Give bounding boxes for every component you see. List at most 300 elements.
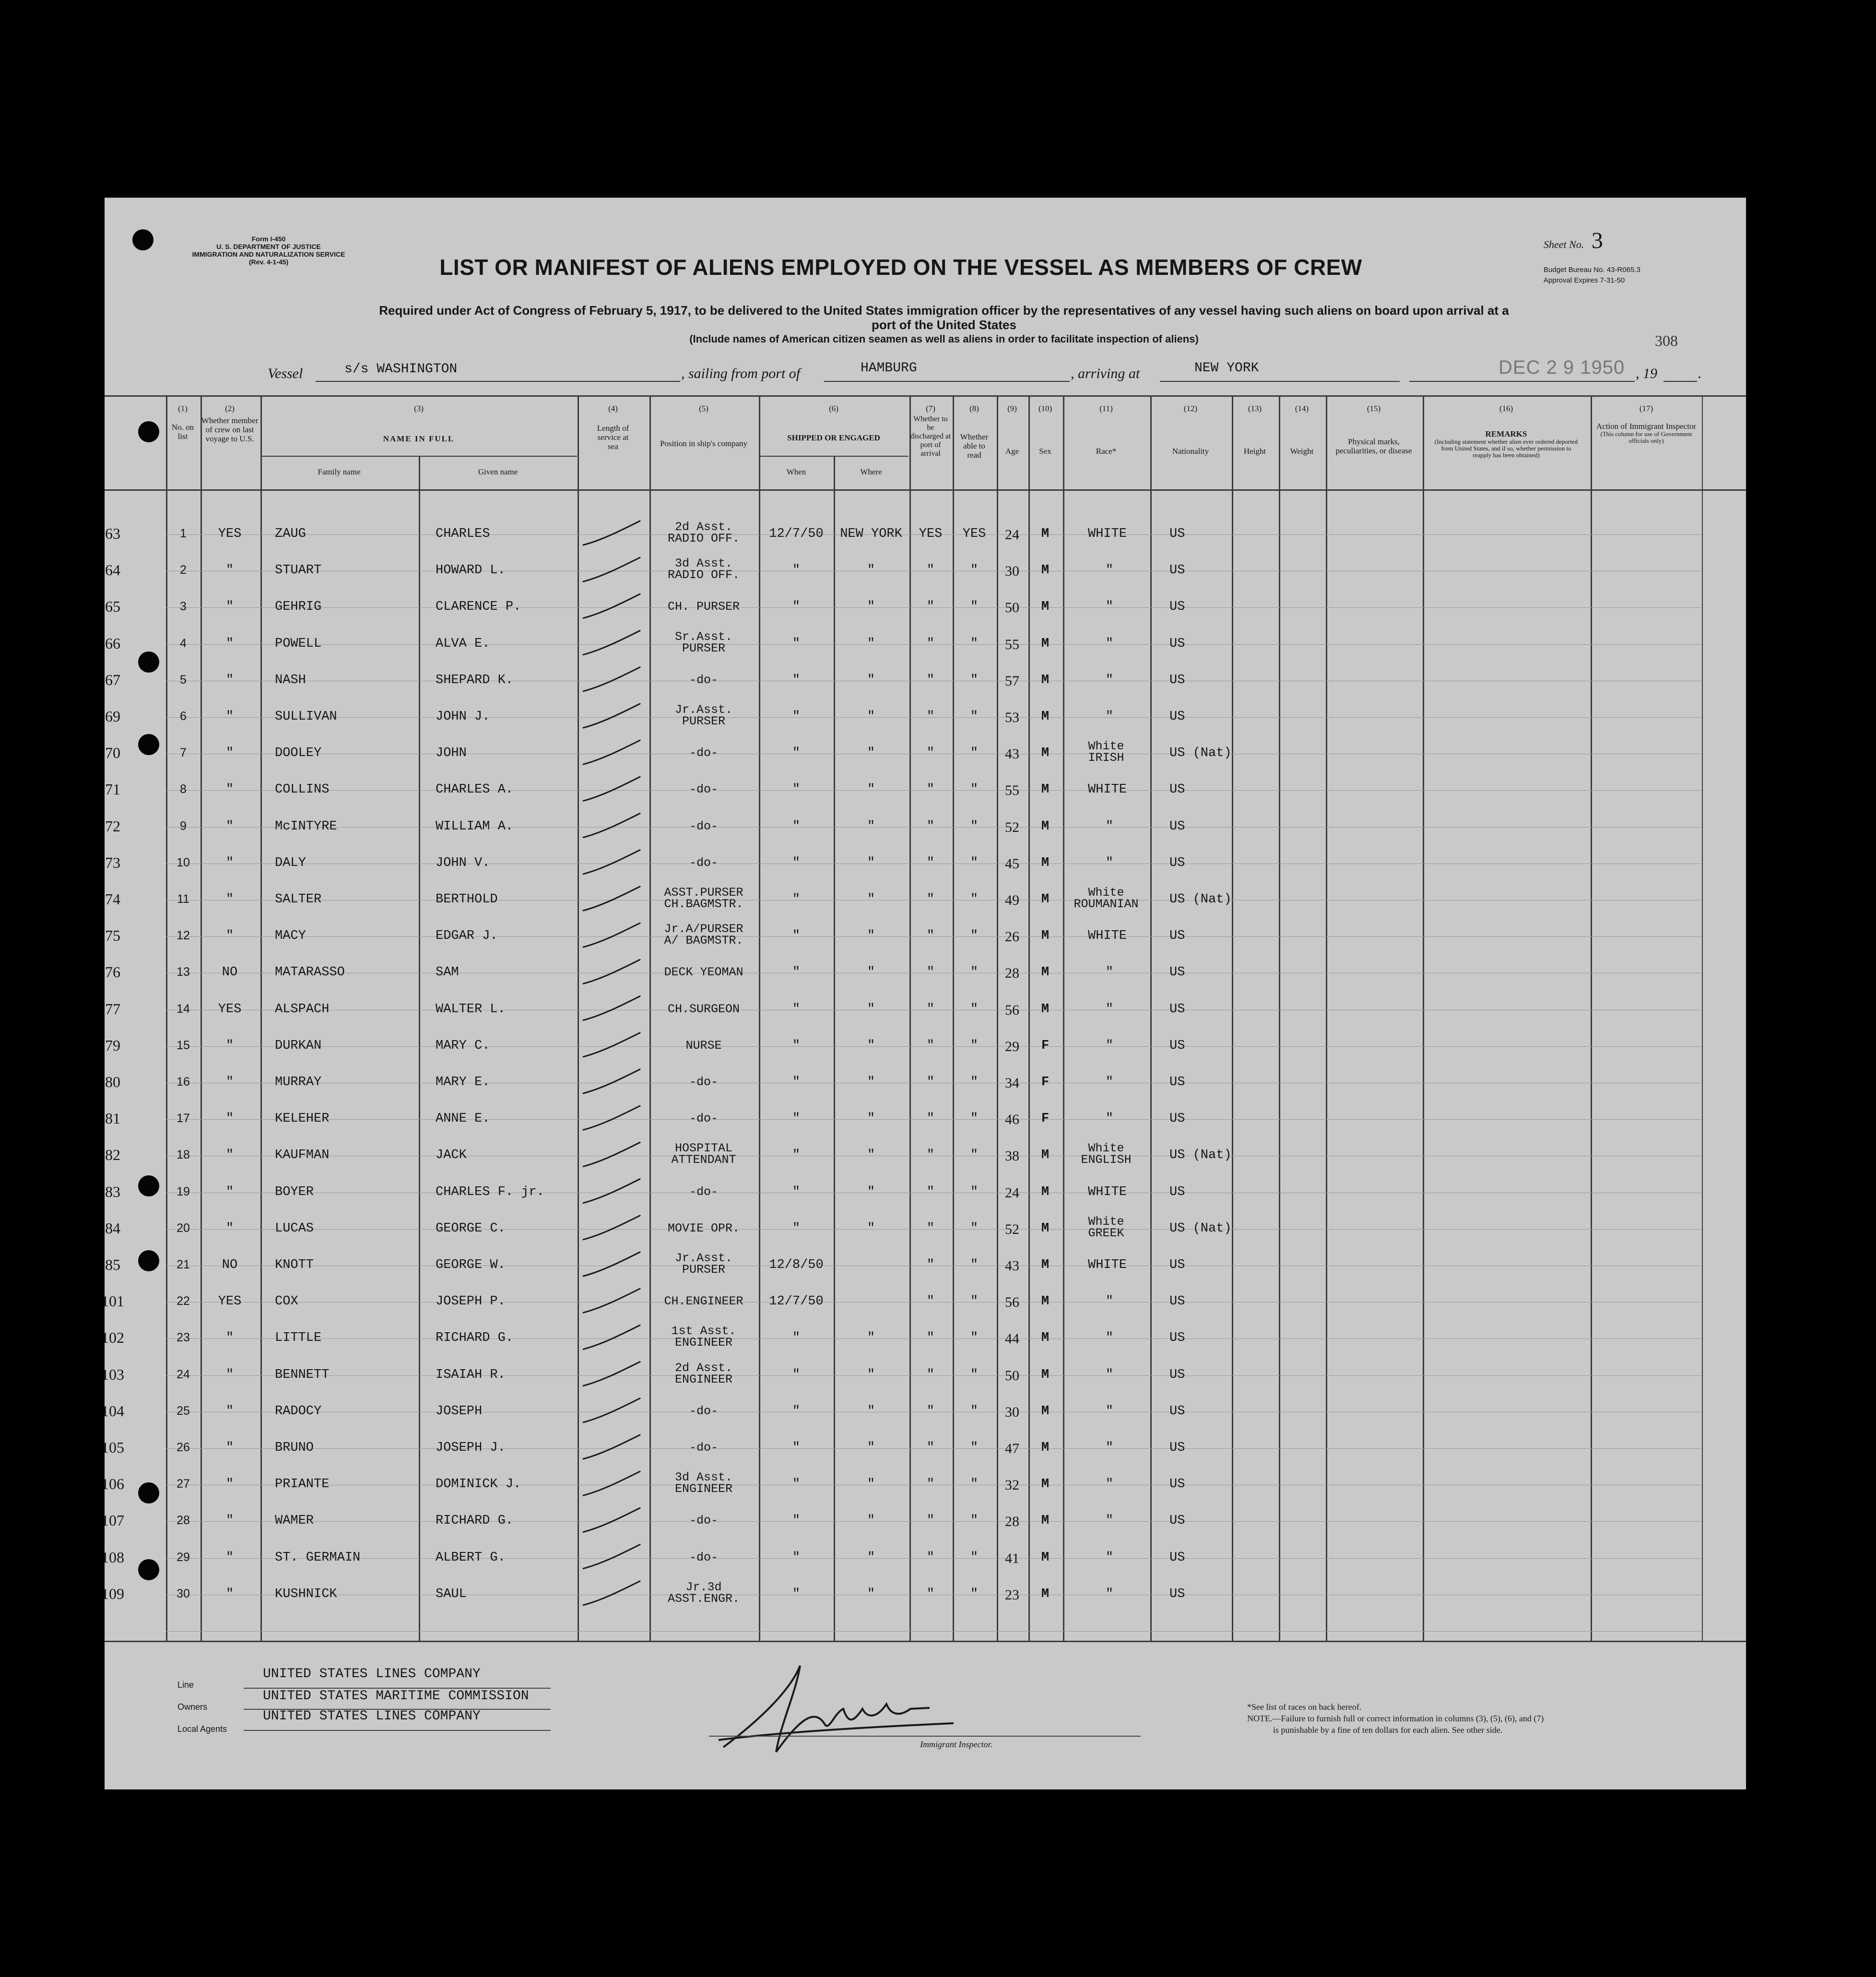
- row-no: 5: [180, 673, 187, 687]
- service: IMMIGRATION AND NATURALIZATION SERVICE: [192, 250, 345, 258]
- row-prev-voyage: ": [225, 1148, 234, 1163]
- row-position: -do-: [689, 1075, 718, 1089]
- row-nationality: US: [1169, 527, 1185, 541]
- row-discharged: ": [926, 1441, 935, 1455]
- subtitle-line2: port of the United States: [872, 318, 1016, 332]
- row-race: ": [1105, 965, 1114, 980]
- row-prev-voyage: ": [225, 746, 234, 761]
- row-shipped-where: ": [867, 929, 875, 944]
- row-ref-number: 76: [105, 963, 120, 981]
- row-shipped-where: ": [867, 1184, 875, 1199]
- hdr-c7: [909, 404, 952, 458]
- row-prev-voyage: YES: [218, 527, 242, 541]
- punch-hole: [138, 421, 159, 442]
- row-position-line2: ENGINEER: [674, 1336, 733, 1350]
- row-sex: M: [1041, 892, 1050, 907]
- row-family-name: KAUFMAN: [275, 1148, 330, 1163]
- row-family-name: MACY: [275, 929, 306, 944]
- row-no: 27: [177, 1477, 190, 1491]
- row-position-line2: PURSER: [682, 641, 725, 655]
- hdr-c6-num: (6): [829, 404, 838, 413]
- row-discharged: ": [926, 965, 935, 980]
- row-ref-number: 77: [105, 1000, 120, 1018]
- row-race: White: [1088, 739, 1124, 754]
- row-nationality: US: [1169, 710, 1185, 724]
- hdr-c3-num: (3): [414, 404, 424, 413]
- hdr-c8-label: Whether able to read: [960, 432, 989, 460]
- row-position-line2: PURSER: [682, 1263, 725, 1277]
- row-sex: M: [1041, 1221, 1050, 1236]
- row-age: 55: [1005, 636, 1019, 652]
- row-shipped-when: ": [792, 855, 801, 870]
- row-position: CH. PURSER: [667, 600, 740, 614]
- row-age: 55: [1005, 782, 1019, 799]
- row-prev-voyage: ": [225, 892, 234, 907]
- row-race: WHITE: [1088, 527, 1127, 541]
- row-family-name: NASH: [275, 673, 306, 687]
- row-able-to-read: ": [970, 1586, 979, 1601]
- sheet-number-block: [1544, 227, 1726, 254]
- row-prev-voyage: ": [225, 1550, 234, 1565]
- row-shipped-when: ": [792, 1404, 801, 1419]
- row-no: 30: [177, 1586, 190, 1600]
- row-shipped-when: 12/7/50: [769, 1294, 824, 1309]
- row-ref-number: 65: [105, 598, 120, 616]
- row-given-name: WILLIAM A.: [436, 819, 514, 834]
- row-family-name: ST. GERMAIN: [275, 1550, 361, 1565]
- row-shipped-when: ": [792, 673, 801, 687]
- hdr-c6-label: SHIPPED OR ENGAGED: [787, 433, 880, 442]
- row-no: 26: [177, 1441, 190, 1454]
- row-able-to-read: ": [970, 1112, 979, 1126]
- row-age: 30: [1005, 1404, 1019, 1420]
- table-row: [105, 955, 1746, 991]
- row-able-to-read: ": [970, 819, 979, 834]
- table-row: [105, 845, 1746, 882]
- row-ref-number: 75: [105, 927, 120, 945]
- row-sex: M: [1041, 1331, 1050, 1346]
- table-row: [105, 516, 1746, 553]
- row-position: -do-: [689, 819, 718, 833]
- row-discharged: ": [926, 1038, 935, 1053]
- row-shipped-when: ": [792, 1002, 801, 1017]
- row-nationality: US (Nat): [1169, 892, 1232, 907]
- row-ref-number: 102: [101, 1329, 124, 1347]
- row-race: WHITE: [1088, 1184, 1127, 1199]
- hdr-c9-label: Age: [1005, 447, 1019, 456]
- row-position: Sr.Asst.: [674, 629, 733, 644]
- row-sex: M: [1041, 600, 1050, 615]
- hdr-c12-num: (12): [1183, 404, 1198, 413]
- row-ref-number: 72: [105, 817, 120, 835]
- row-able-to-read: YES: [962, 527, 986, 541]
- hdr-c9: [997, 404, 1027, 456]
- check-mark: [583, 1142, 640, 1166]
- row-shipped-when: 12/8/50: [769, 1258, 824, 1272]
- row-position-line2: RADIO OFF.: [667, 568, 740, 582]
- hdr-c9-num: (9): [1007, 404, 1017, 413]
- row-age: 29: [1005, 1038, 1019, 1054]
- row-nationality: US: [1169, 636, 1185, 651]
- row-discharged: ": [926, 1550, 935, 1565]
- row-age: 43: [1005, 746, 1019, 762]
- row-given-name: RICHARD G.: [436, 1514, 514, 1528]
- agents-label: Local Agents: [177, 1724, 227, 1734]
- punch-hole: [138, 1482, 159, 1503]
- hdr-c13-label: Height: [1243, 447, 1266, 456]
- row-ref-number: 74: [105, 890, 120, 908]
- row-shipped-where: ": [867, 1477, 875, 1492]
- row-shipped-where: NEW YORK: [840, 527, 902, 541]
- row-discharged: ": [926, 1221, 935, 1236]
- row-given-name: CHARLES A.: [436, 782, 514, 797]
- row-nationality: US: [1169, 1331, 1185, 1346]
- row-age: 46: [1005, 1112, 1019, 1128]
- row-position: -do-: [689, 1404, 718, 1418]
- table-row: [105, 699, 1746, 735]
- year-end: .: [1698, 366, 1702, 381]
- row-prev-voyage: ": [225, 1331, 234, 1346]
- row-prev-voyage: ": [225, 1221, 234, 1236]
- row-family-name: SULLIVAN: [275, 710, 337, 724]
- row-position: Jr.A/PURSER: [664, 922, 743, 936]
- row-discharged: ": [926, 855, 935, 870]
- row-nationality: US: [1169, 1184, 1185, 1199]
- hdr-c6: [759, 404, 909, 442]
- row-prev-voyage: ": [225, 855, 234, 870]
- row-given-name: DOMINICK J.: [436, 1477, 521, 1492]
- check-mark: [583, 1216, 640, 1240]
- row-discharged: YES: [919, 527, 943, 541]
- row-age: 41: [1005, 1550, 1019, 1566]
- row-shipped-when: ": [792, 782, 801, 797]
- row-nationality: US: [1169, 1404, 1185, 1419]
- row-discharged: ": [926, 710, 935, 724]
- row-shipped-when: ": [792, 819, 801, 834]
- row-shipped-where: ": [867, 710, 875, 724]
- row-shipped-when: ": [792, 1441, 801, 1455]
- check-mark: [583, 1545, 640, 1569]
- row-position-line2: ATTENDANT: [671, 1153, 736, 1167]
- row-shipped-where: ": [867, 1221, 875, 1236]
- row-given-name: SHEPARD K.: [436, 673, 514, 687]
- hdr-c12-label: Nationality: [1172, 447, 1209, 456]
- check-mark: [583, 1289, 640, 1313]
- row-position: ASST.PURSER: [664, 886, 743, 900]
- table-row: [101, 1540, 1746, 1576]
- row-able-to-read: ": [970, 1148, 979, 1163]
- row-prev-voyage: ": [225, 819, 234, 834]
- row-prev-voyage: NO: [222, 1258, 238, 1272]
- row-given-name: MARY C.: [436, 1038, 490, 1053]
- row-race: ": [1105, 819, 1114, 834]
- row-position-line2: PURSER: [682, 714, 725, 728]
- check-mark: [583, 1435, 640, 1459]
- row-prev-voyage: ": [225, 1586, 234, 1601]
- table-row: [105, 626, 1746, 663]
- row-age: 24: [1005, 1184, 1019, 1201]
- stamp-number: 308: [1655, 332, 1678, 349]
- row-discharged: ": [926, 1294, 935, 1309]
- table-row: [105, 1028, 1746, 1065]
- row-shipped-when: ": [792, 1148, 801, 1163]
- row-given-name: JOHN V.: [436, 855, 490, 870]
- row-age: 43: [1005, 1258, 1019, 1274]
- hdr-c15: [1326, 404, 1422, 455]
- row-discharged: ": [926, 1331, 935, 1346]
- row-race-line2: ROUMANIAN: [1074, 897, 1139, 911]
- row-position: 2d Asst.: [674, 520, 733, 534]
- row-able-to-read: ": [970, 1331, 979, 1346]
- table-row: [105, 1065, 1746, 1101]
- hdr-c6-when: When: [786, 467, 806, 476]
- row-position: 3d Asst.: [674, 1470, 733, 1485]
- row-able-to-read: ": [970, 563, 979, 578]
- row-given-name: CHARLES F. jr.: [436, 1184, 544, 1199]
- row-ref-number: 80: [105, 1073, 120, 1090]
- row-age: 34: [1005, 1075, 1019, 1091]
- hdr-c10-num: (10): [1038, 404, 1052, 413]
- row-able-to-read: ": [970, 1550, 979, 1565]
- row-sex: M: [1041, 1002, 1050, 1017]
- row-shipped-where: ": [867, 855, 875, 870]
- row-prev-voyage: ": [225, 1075, 234, 1089]
- row-family-name: BRUNO: [275, 1441, 314, 1455]
- row-nationality: US: [1169, 1075, 1185, 1089]
- row-ref-number: 106: [101, 1475, 124, 1493]
- row-sex: M: [1041, 1586, 1050, 1601]
- row-shipped-when: ": [792, 600, 801, 615]
- row-family-name: KELEHER: [275, 1112, 330, 1126]
- check-mark: [583, 1179, 640, 1203]
- row-discharged: ": [926, 1258, 935, 1272]
- row-prev-voyage: ": [225, 710, 234, 724]
- row-nationality: US: [1169, 819, 1185, 834]
- row-nationality: US: [1169, 673, 1185, 687]
- row-sex: M: [1041, 1148, 1050, 1163]
- row-race: WHITE: [1088, 929, 1127, 944]
- row-given-name: HOWARD L.: [436, 563, 506, 578]
- row-shipped-when: ": [792, 1477, 801, 1492]
- row-nationality: US: [1169, 600, 1185, 615]
- row-position: 1st Asst.: [671, 1324, 736, 1338]
- row-shipped-when: ": [792, 965, 801, 980]
- inspector-underline: [709, 1736, 1141, 1737]
- row-nationality: US: [1169, 1550, 1185, 1565]
- row-no: 11: [177, 892, 189, 906]
- row-no: 29: [177, 1550, 190, 1564]
- row-race: ": [1105, 563, 1114, 578]
- row-no: 14: [177, 1002, 190, 1016]
- check-mark: [583, 1362, 640, 1386]
- row-able-to-read: ": [970, 636, 979, 651]
- row-discharged: ": [926, 1148, 935, 1163]
- row-ref-number: 105: [101, 1439, 124, 1456]
- check-mark: [583, 959, 640, 983]
- row-able-to-read: ": [970, 892, 979, 907]
- department: U. S. DEPARTMENT OF JUSTICE: [216, 243, 321, 250]
- row-no: 16: [177, 1075, 190, 1089]
- row-age: 44: [1005, 1331, 1019, 1347]
- check-mark: [583, 1033, 640, 1057]
- table-row: [105, 918, 1746, 955]
- row-family-name: LITTLE: [275, 1331, 322, 1346]
- row-no: 19: [177, 1184, 190, 1198]
- row-race: ": [1105, 1404, 1114, 1419]
- row-position: Jr.Asst.: [674, 703, 733, 717]
- row-no: 9: [180, 819, 187, 833]
- check-mark: [583, 1581, 640, 1605]
- row-position: 2d Asst.: [674, 1361, 733, 1375]
- row-discharged: ": [926, 1404, 935, 1419]
- row-able-to-read: ": [970, 1367, 979, 1382]
- budget-bureau: Budget Bureau No. 43-R065.3: [1544, 266, 1640, 274]
- row-discharged: ": [926, 1002, 935, 1017]
- row-given-name: ANNE E.: [436, 1112, 490, 1126]
- check-mark: [583, 521, 640, 545]
- row-sex: M: [1041, 855, 1050, 870]
- row-discharged: ": [926, 1477, 935, 1492]
- row-race: ": [1105, 855, 1114, 870]
- row-able-to-read: ": [970, 673, 979, 687]
- row-age: 50: [1005, 600, 1019, 616]
- row-sex: M: [1041, 1294, 1050, 1309]
- row-prev-voyage: YES: [218, 1294, 242, 1309]
- row-age: 52: [1005, 1221, 1019, 1237]
- check-mark: [583, 814, 640, 838]
- row-nationality: US: [1169, 1586, 1185, 1601]
- row-shipped-where: ": [867, 1075, 875, 1089]
- row-sex: M: [1041, 1184, 1050, 1199]
- row-sex: M: [1041, 527, 1050, 541]
- row-no: 23: [177, 1331, 190, 1345]
- row-able-to-read: ": [970, 1002, 979, 1017]
- row-position-line2: ENGINEER: [674, 1482, 733, 1496]
- row-discharged: ": [926, 563, 935, 578]
- row-shipped-where: ": [867, 1038, 875, 1053]
- row-shipped-where: ": [867, 746, 875, 761]
- row-race: WHITE: [1088, 1258, 1127, 1272]
- row-position: HOSPITAL: [674, 1141, 733, 1156]
- row-no: 6: [180, 710, 187, 723]
- row-given-name: GEORGE C.: [436, 1221, 506, 1236]
- row-family-name: KUSHNICK: [275, 1586, 337, 1601]
- row-nationality: US: [1169, 1294, 1185, 1309]
- row-position: NURSE: [685, 1038, 722, 1053]
- row-shipped-where: ": [867, 673, 875, 687]
- table-row: [105, 992, 1746, 1028]
- row-shipped-where: ": [867, 782, 875, 797]
- row-given-name: BERTHOLD: [436, 892, 498, 907]
- row-age: 32: [1005, 1477, 1019, 1493]
- note-line1: NOTE.—Failure to furnish full or correct information in columns (3), (5), (6), and (7): [1247, 1714, 1544, 1723]
- row-age: 23: [1005, 1586, 1019, 1603]
- hdr-c14-num: (14): [1295, 404, 1309, 413]
- row-shipped-when: ": [792, 563, 801, 578]
- row-able-to-read: ": [970, 1294, 979, 1309]
- row-family-name: MATARASSO: [275, 965, 345, 980]
- row-ref-number: 67: [105, 671, 120, 688]
- row-given-name: MARY E.: [436, 1075, 490, 1089]
- sheet-label: Sheet No.: [1544, 238, 1584, 250]
- row-age: 38: [1005, 1148, 1019, 1164]
- row-ref-number: 103: [101, 1365, 124, 1383]
- row-family-name: MURRAY: [275, 1075, 322, 1089]
- hdr-c13: [1232, 404, 1278, 456]
- row-given-name: WALTER L.: [436, 1002, 506, 1017]
- date-underline: [1409, 381, 1635, 382]
- vessel-line: [268, 357, 1702, 385]
- hdr-c5-label: Position in ship's company: [660, 439, 748, 448]
- row-race: White: [1088, 886, 1124, 900]
- hdr-c17-num: (17): [1639, 404, 1653, 413]
- table-row: [101, 1576, 1746, 1613]
- row-race: ": [1105, 1477, 1114, 1492]
- row-given-name: ISAIAH R.: [436, 1367, 506, 1382]
- row-discharged: ": [926, 1586, 935, 1601]
- row-sex: M: [1041, 1514, 1050, 1528]
- row-sex: M: [1041, 1404, 1050, 1419]
- row-shipped-when: ": [792, 636, 801, 651]
- row-age: 30: [1005, 563, 1019, 580]
- row-position-line2: ENGINEER: [674, 1372, 733, 1386]
- hdr-c14: [1279, 404, 1325, 456]
- row-able-to-read: ": [970, 1404, 979, 1419]
- hdr-c17: [1591, 404, 1702, 444]
- row-able-to-read: ": [970, 1221, 979, 1236]
- row-race-line2: IRISH: [1088, 751, 1124, 765]
- row-prev-voyage: ": [225, 1477, 234, 1492]
- row-position: Jr.3d: [685, 1580, 722, 1594]
- row-family-name: RADOCY: [275, 1404, 322, 1419]
- table-row: [101, 1394, 1746, 1430]
- row-given-name: JOHN: [436, 746, 467, 761]
- row-age: 28: [1005, 965, 1019, 982]
- row-family-name: ZAUG: [275, 527, 306, 541]
- row-race: White: [1088, 1214, 1124, 1229]
- row-discharged: ": [926, 636, 935, 651]
- row-nationality: US: [1169, 1367, 1185, 1382]
- row-able-to-read: ": [970, 929, 979, 944]
- row-prev-voyage: ": [225, 1514, 234, 1528]
- row-nationality: US: [1169, 1477, 1185, 1492]
- row-shipped-where: ": [867, 1367, 875, 1382]
- row-sex: M: [1041, 746, 1050, 761]
- row-no: 12: [177, 929, 190, 943]
- race-note: *See list of races on back hereof.: [1247, 1702, 1362, 1712]
- table-row: [105, 1137, 1746, 1174]
- row-nationality: US: [1169, 1002, 1185, 1017]
- form-id: Form I-450: [251, 235, 286, 243]
- subtitle-line1: Required under Act of Congress of February 5, 1917, to be delivered to the United States immigration officer by the representatives of any vessel having such aliens on board upon arrival at a: [379, 303, 1509, 318]
- row-no: 18: [177, 1148, 190, 1162]
- row-given-name: GEORGE W.: [436, 1258, 506, 1272]
- row-shipped-when: ": [792, 1184, 801, 1199]
- row-family-name: GEHRIG: [275, 600, 322, 615]
- row-race: ": [1105, 1586, 1114, 1601]
- row-nationality: US (Nat): [1169, 746, 1232, 761]
- row-race: ": [1105, 1367, 1114, 1382]
- row-race: ": [1105, 1075, 1114, 1089]
- row-sex: M: [1041, 1441, 1050, 1455]
- row-given-name: ALVA E.: [436, 636, 490, 651]
- length-of-service-checkmarks: [578, 489, 649, 1641]
- row-family-name: WAMER: [275, 1514, 314, 1528]
- row-sex: F: [1041, 1075, 1050, 1089]
- row-nationality: US: [1169, 1514, 1185, 1528]
- row-shipped-when: ": [792, 1221, 801, 1236]
- table-row: [101, 1503, 1746, 1539]
